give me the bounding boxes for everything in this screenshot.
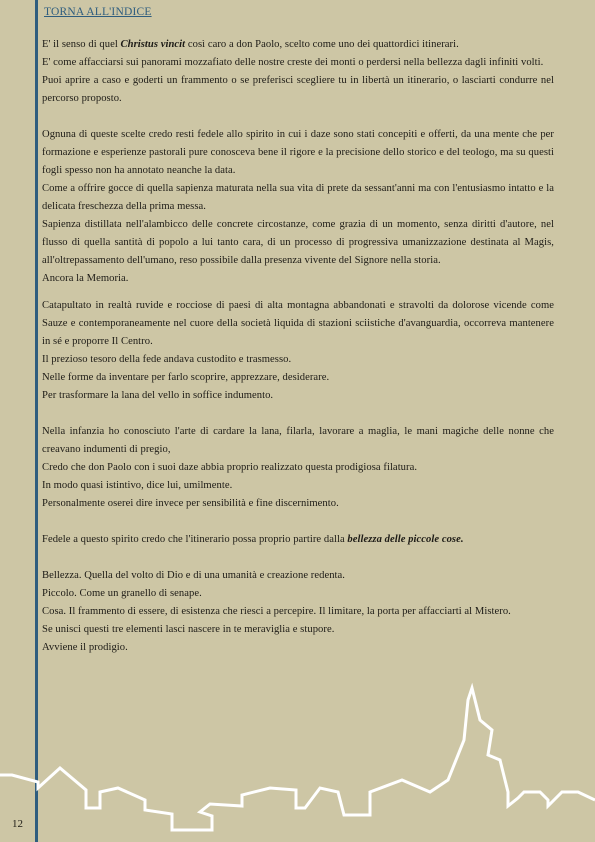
emphasis: Christus vincit bbox=[120, 39, 186, 50]
paragraph: Il prezioso tesoro della fede andava custodito e trasmesso. bbox=[42, 354, 292, 365]
paragraph: E' il senso di quel Christus vincit così caro a don Paolo, scelto come uno dei quattordici itinerari. bbox=[42, 39, 459, 50]
emphasis: bellezza delle piccole cose. bbox=[347, 534, 464, 545]
paragraph: Sapienza distillata nell'alambicco delle concrete circostanze, come grazia di un momento, senza diritti d'autore, nel flusso di quella santità di popolo a lui tanto cara, di un processo di progressiva umanizzazione destinata al Magis, all'oltrepassamento dell'umano, reso possibile dalla presenza vivente del Signore nella storia. bbox=[42, 219, 554, 266]
paragraph: Cosa. Il frammento di essere, di esistenza che riesci a percepire. Il limitare, la porta per affacciarti al Mistero. bbox=[42, 606, 511, 617]
paragraph: Bellezza. Quella del volto di Dio e di una umanità e creazione redenta. bbox=[42, 570, 345, 581]
paragraph: Nella infanzia ho conosciuto l'arte di cardare la lana, filarla, lavorare a maglia, le mani magiche delle nonne che creavano indumenti di pregio, bbox=[42, 426, 554, 455]
paragraph: Personalmente oserei dire invece per sensibilità e fine discernimento. bbox=[42, 498, 339, 509]
paragraph: Ognuna di queste scelte credo resti fedele allo spirito in cui i daze sono stati concepiti e offerti, da una mente che per formazione e esperienze pastorali pure conosceva bene il rigore e la precisione dello storico e del teologo, ma su questi fogli spesso non ha annotato neanche la data. bbox=[42, 129, 554, 176]
paragraph: Come a offrire gocce di quella sapienza maturata nella sua vita di prete da sessant'anni ma con l'entusiasmo intatto e la delicata freschezza della prima messa. bbox=[42, 183, 554, 212]
paragraph: Credo che don Paolo con i suoi daze abbia proprio realizzato questa prodigiosa filatura. bbox=[42, 462, 418, 473]
paragraph: E' come affacciarsi sui panorami mozzafiato delle nostre creste dei monti o perdersi nella bellezza dagli infiniti volti. bbox=[42, 57, 544, 68]
toc-link[interactable]: TORNA ALL'INDICE bbox=[44, 6, 152, 18]
paragraph: Fedele a questo spirito credo che l'itinerario possa proprio partire dalla bellezza delle piccole cose. bbox=[42, 534, 464, 545]
paragraph: Nelle forme da inventare per farlo scoprire, apprezzare, desiderare. bbox=[42, 372, 330, 383]
paragraph: Avviene il prodigio. bbox=[42, 642, 128, 653]
village-skyline-illustration bbox=[0, 680, 595, 842]
paragraph: Puoi aprire a caso e goderti un frammento o se preferisci scegliere tu in libertà un itinerario, o lasciarti condurre nel percorso proposto. bbox=[42, 75, 554, 104]
paragraph: Piccolo. Come un granello di senape. bbox=[42, 588, 202, 599]
body-text bbox=[42, 36, 554, 657]
paragraph: Ancora la Memoria. bbox=[42, 273, 129, 284]
paragraph: In modo quasi istintivo, dice lui, umilmente. bbox=[42, 480, 233, 491]
paragraph: Per trasformare la lana del vello in soffice indumento. bbox=[42, 390, 274, 401]
paragraph: Se unisci questi tre elementi lasci nascere in te meraviglia e stupore. bbox=[42, 624, 335, 635]
paragraph: Catapultato in realtà ruvide e rocciose di paesi di alta montagna abbandonati e stravolti da dolorose vicende come Sauze e contemporaneamente nel cuore della società liquida di stazioni sciistiche d'avanguardia, occorreva mantenere in sé e proporre Il Centro. bbox=[42, 300, 554, 347]
page-number: 12 bbox=[12, 818, 23, 830]
